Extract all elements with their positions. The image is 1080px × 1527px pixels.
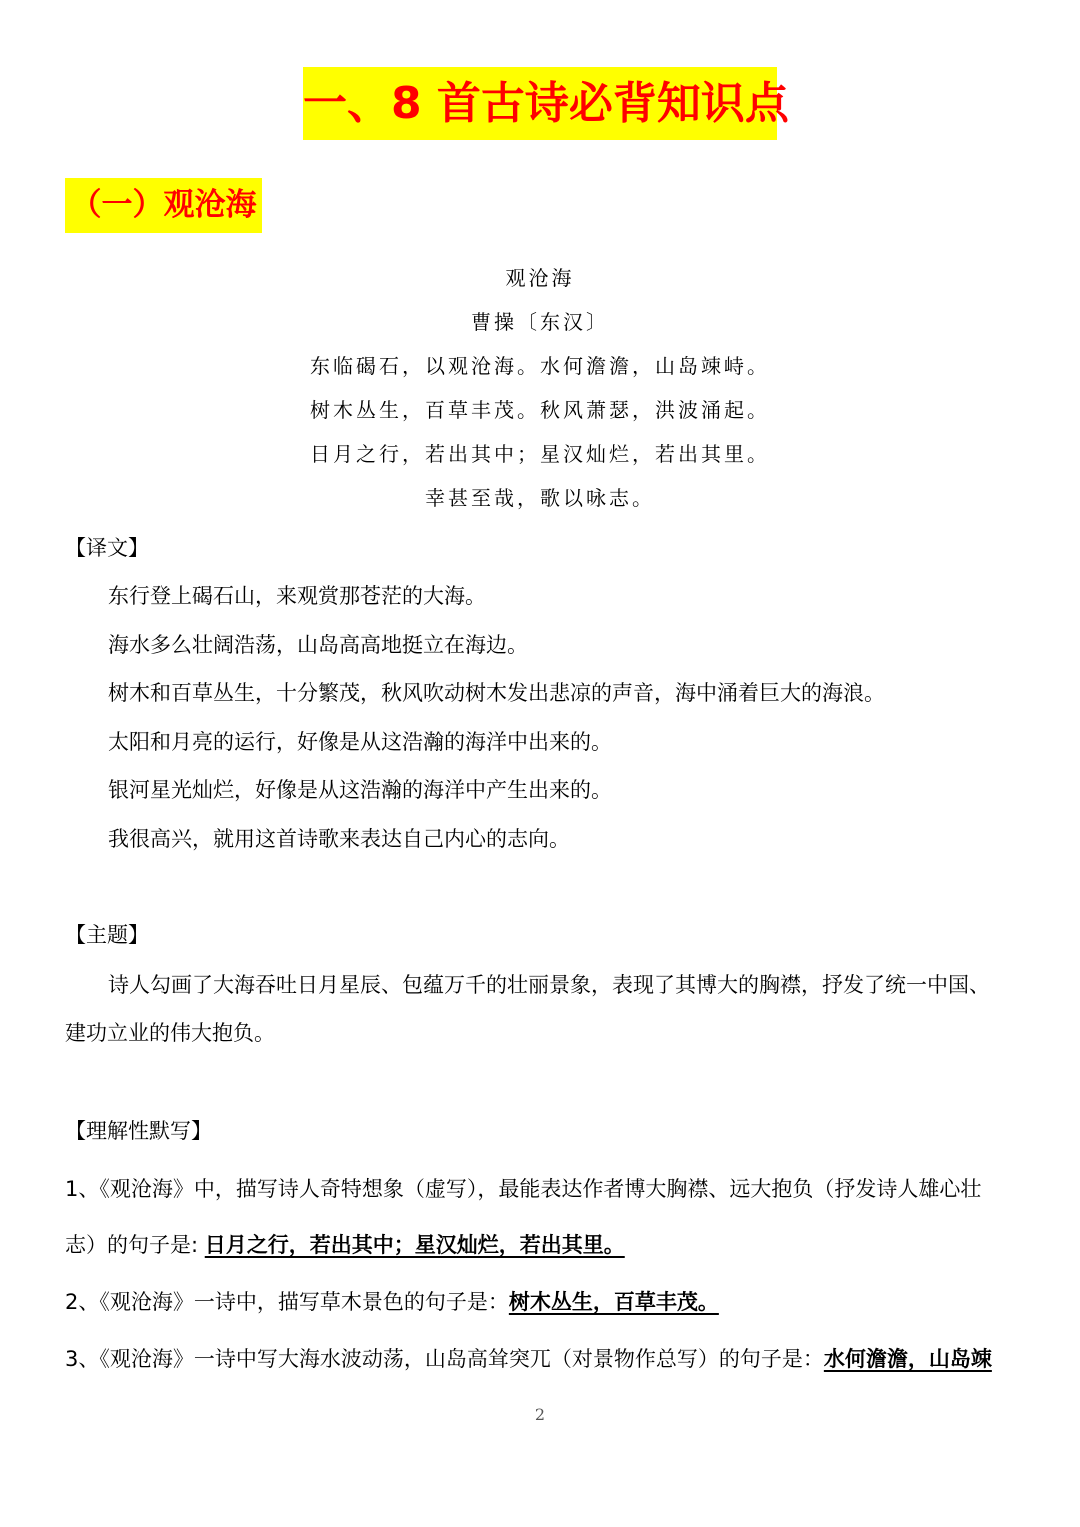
translation-line: 我很高兴，就用这首诗歌来表达自己内心的志向。 [108, 827, 570, 851]
poem-title: 观沧海 [505, 266, 575, 290]
dictation-question-3 [65, 1335, 1025, 1383]
translation-line: 海水多么壮阔浩荡，山岛高高地挺立在海边。 [108, 633, 528, 657]
question-text: 志）的句子是: [65, 1233, 205, 1257]
translation-line: 银河星光灿烂，好像是从这浩瀚的海洋中产生出来的。 [108, 778, 612, 802]
theme-label: 【主题】 [65, 923, 149, 947]
poem-block [0, 256, 1080, 520]
dictation-question-2 [65, 1278, 1025, 1326]
dictation-label: 【理解性默写】 [65, 1119, 212, 1143]
theme-text: 建功立业的伟大抱负。 [65, 1021, 275, 1045]
translation-label: 【译文】 [65, 536, 149, 560]
translation-line: 东行登上碣石山，来观赏那苍茫的大海。 [108, 584, 486, 608]
answer-text: 树木丛生，百草丰茂。 [508, 1290, 719, 1314]
poem-line: 树木丛生，百草丰茂。秋风萧瑟，洪波涌起。 [310, 398, 770, 422]
answer-text: 日月之行，若出其中；星汉灿烂，若出其里。 [204, 1233, 625, 1257]
poem-line: 东临碣石，以观沧海。水何澹澹，山岛竦峙。 [310, 354, 770, 378]
page-number: 2 [534, 1405, 546, 1424]
translation-line: 树木和百草丛生，十分繁茂，秋风吹动树木发出悲凉的声音，海中涌着巨大的海浪。 [108, 681, 885, 705]
question-text: 1、《观沧海》中，描写诗人奇特想象（虚写），最能表达作者博大胸襟、远大抱负（抒发诗人雄心壮 [65, 1177, 982, 1201]
answer-text: 水何澹澹，山岛竦 [823, 1347, 992, 1371]
question-text: 2、《观沧海》一诗中，描写草木景色的句子是： [65, 1290, 509, 1314]
question-line [65, 1335, 1025, 1383]
poem-author: 曹操〔东汉〕 [471, 310, 609, 334]
translation-line: 太阳和月亮的运行，好像是从这浩瀚的海洋中出来的。 [108, 730, 612, 754]
poem-line: 日月之行，若出其中；星汉灿烂，若出其里。 [310, 442, 770, 466]
question-line [65, 1221, 1025, 1269]
poem-line: 幸甚至哉，歌以咏志。 [425, 486, 655, 510]
page-title: 一、8 首古诗必背知识点 [303, 67, 777, 140]
theme-paragraph [65, 961, 1025, 1057]
question-line [65, 1278, 1025, 1326]
theme-text: 诗人勾画了大海吞吐日月星辰、包蕴万千的壮丽景象，表现了其博大的胸襟，抒发了统一中国、 [108, 973, 990, 997]
section-title: （一）观沧海 [65, 178, 262, 233]
question-text: 3、《观沧海》一诗中写大海水波动荡，山岛高耸突兀（对景物作总写）的句子是： [65, 1347, 824, 1371]
dictation-question-1 [65, 1165, 1025, 1269]
